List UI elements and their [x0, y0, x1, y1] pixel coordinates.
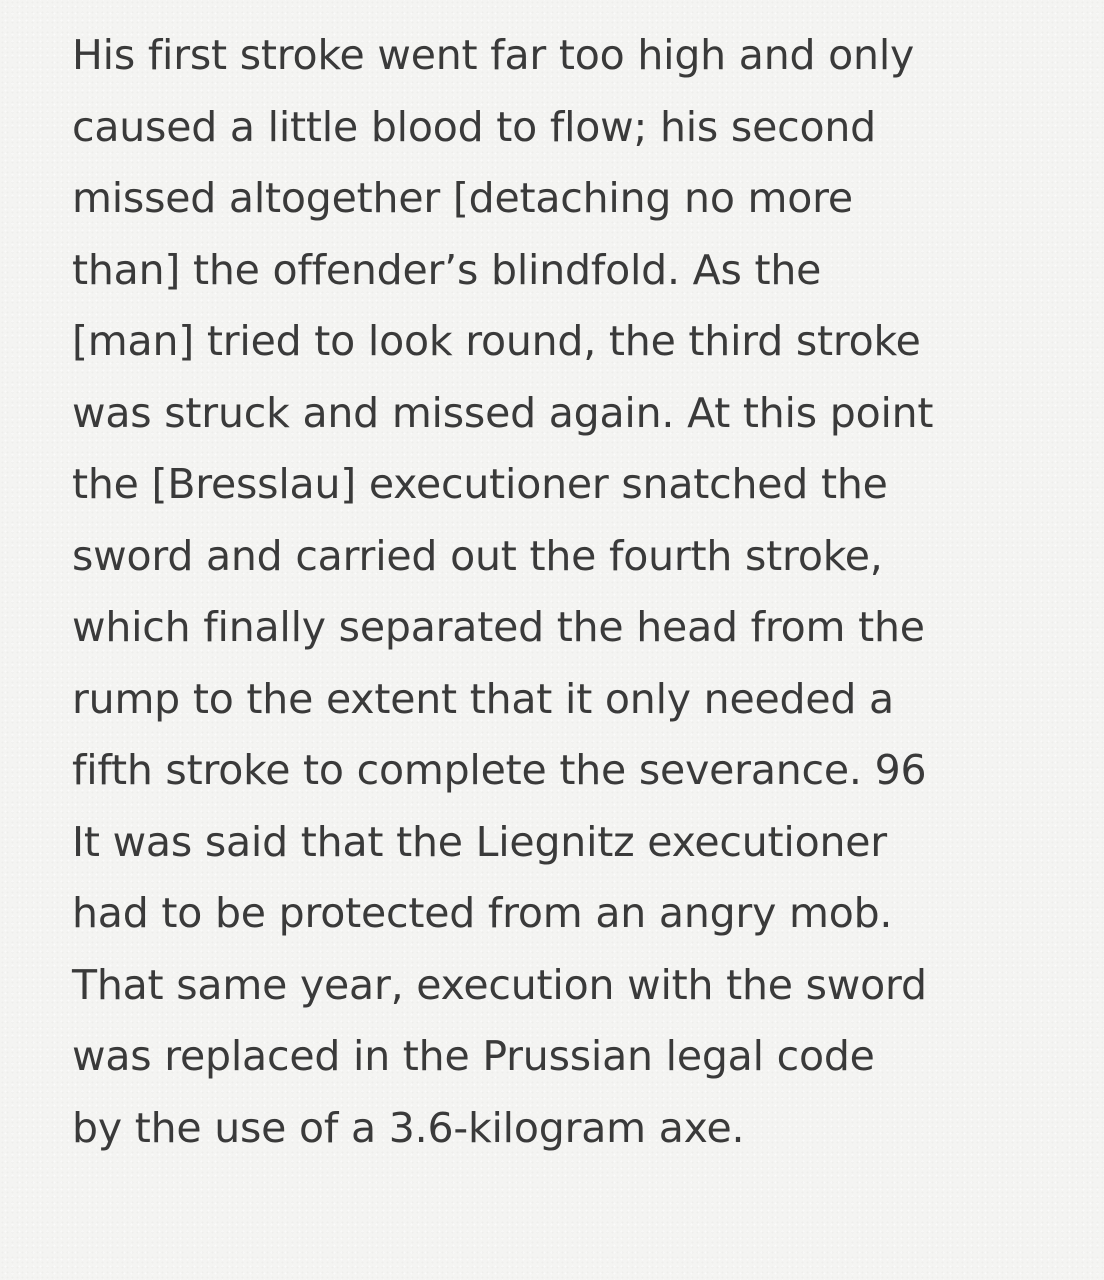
note-line: fifth stroke to complete the severance. 96	[72, 746, 927, 794]
note-line: missed altogether [detaching no more	[72, 174, 853, 222]
note-line: by the use of a 3.6-kilogram axe.	[72, 1103, 745, 1152]
note-line: That same year, execution with the sword	[72, 960, 927, 1009]
note-line: caused a little blood to flow; his second	[72, 102, 876, 151]
note-line: It was said that the Liegnitz executioner	[72, 817, 887, 866]
note-body[interactable]	[72, 20, 1062, 1164]
note-line: had to be protected from an angry mob.	[72, 889, 893, 937]
note-line: than] the offender’s blindfold. As the	[72, 245, 822, 294]
note-line: the [Bresslau] executioner snatched the	[72, 460, 888, 508]
note-line: rump to the extent that it only needed a	[72, 674, 894, 723]
note-line: sword and carried out the fourth stroke,	[72, 531, 883, 580]
note-line: was replaced in the Prussian legal code	[72, 1032, 875, 1080]
note-line: [man] tried to look round, the third stroke	[72, 317, 921, 365]
note-line: which finally separated the head from the	[72, 603, 925, 651]
note-line: His first stroke went far too high and only	[72, 31, 915, 79]
note-line: was struck and missed again. At this point	[72, 388, 934, 437]
